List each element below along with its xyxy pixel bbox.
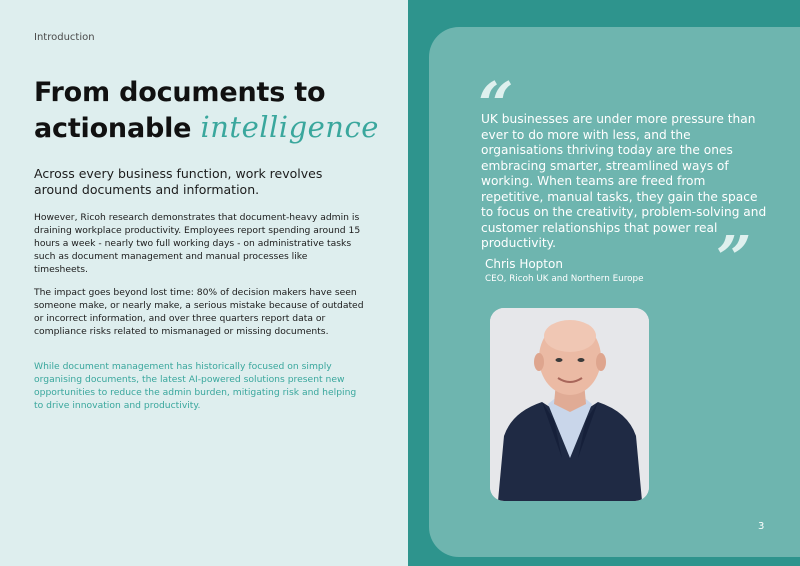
author-role: CEO, Ricoh UK and Northern Europe: [485, 274, 644, 284]
section-label: Introduction: [34, 32, 95, 43]
author-photo: [490, 308, 649, 501]
body-paragraph-2: The impact goes beyond lost time: 80% of decision makers have seen someone make, or nearly make, a serious mistake because of outdated or incorrect information, and over three quarters report data or compliance risks related to mismanaged or missing documents.: [34, 287, 364, 337]
open-quote-icon: “: [478, 68, 514, 141]
lead-paragraph: Across every business function, work revolves around documents and information.: [34, 166, 323, 197]
highlight-paragraph: While document management has historically focused on simply organising documents, the latest AI-powered solutions present new opportunities to reduce the admin burden, mitigating risk and helping to drive innovation and productivity.: [34, 361, 357, 411]
title-plain-word: actionable: [34, 113, 192, 144]
close-quote-icon: ”: [716, 222, 752, 295]
page-number: 3: [758, 521, 765, 532]
title-line-2: [34, 110, 394, 146]
page-title: [34, 76, 394, 146]
title-script-word: intelligence: [200, 110, 379, 144]
quote-text: UK businesses are under more pressure than ever to do more with less, and the organisations thriving today are the ones embracing smarter, streamlined ways of working. When teams are freed from repetitive, manual tasks, they gain the space to focus on the creativity, problem-solving and customer relationships that power real productivity.: [481, 112, 767, 250]
title-line-1: From documents to: [34, 77, 326, 108]
portrait-illustration: [490, 308, 649, 501]
author-name: Chris Hopton: [485, 257, 563, 271]
body-paragraph-1: However, Ricoh research demonstrates that document-heavy admin is draining workplace productivity. Employees report spending around 15 hours a week - nearly two full working days - on administrative tasks such as document management and manual processes like timesheets.: [34, 212, 361, 275]
